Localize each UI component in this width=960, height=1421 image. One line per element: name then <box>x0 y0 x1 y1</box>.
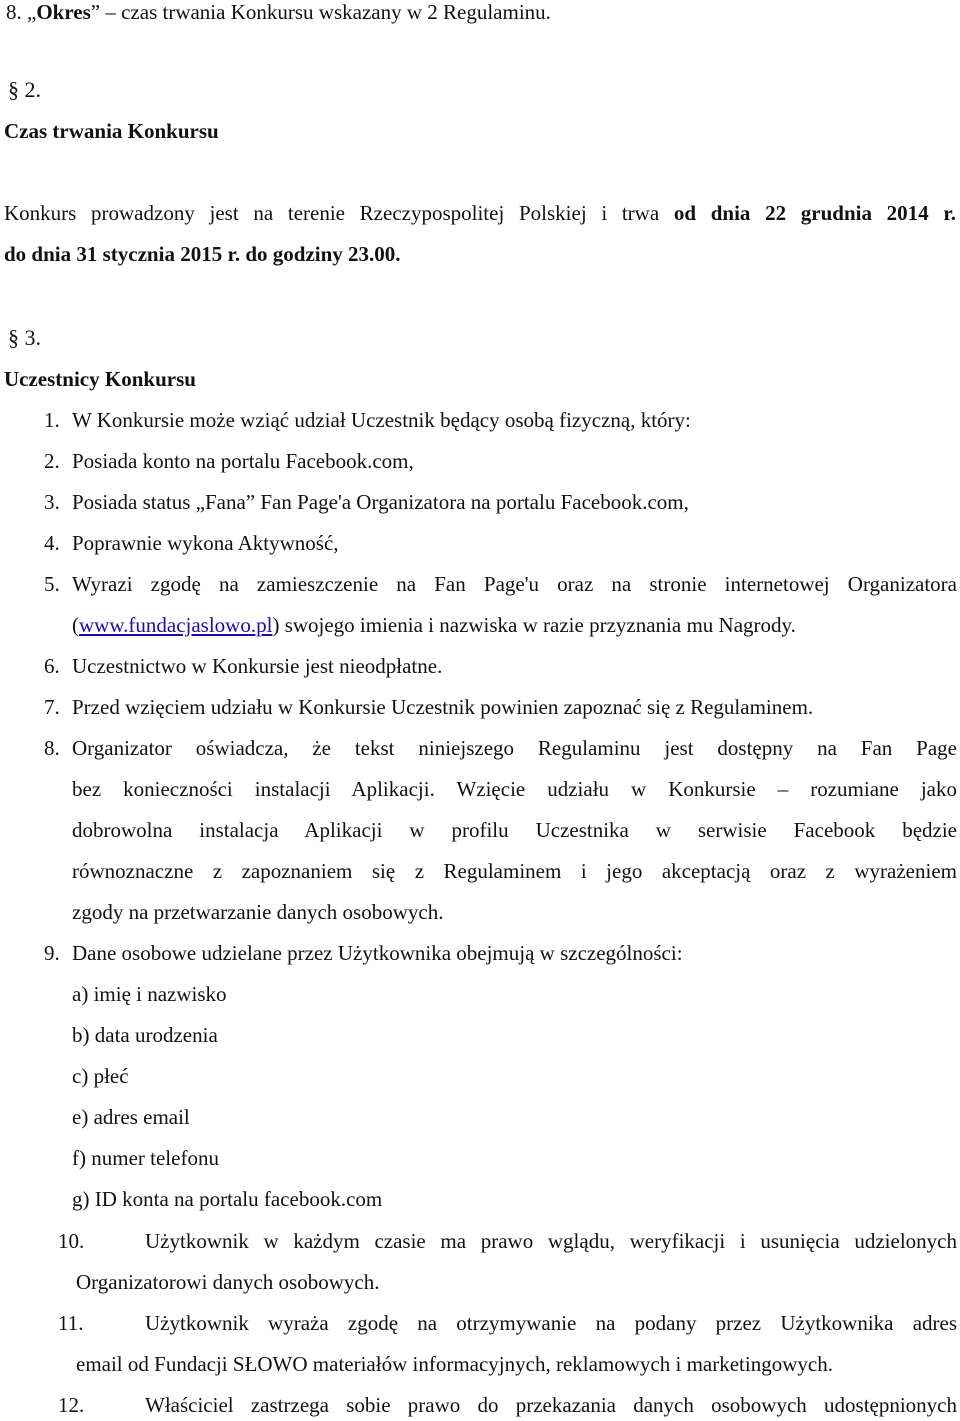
list-item-text: Użytkownik w każdym czasie ma prawo wglądu, weryfikacji i usunięcia udzielonych <box>145 1229 957 1253</box>
section-number: 3. <box>24 325 41 350</box>
list-item-text: Wyrazi zgodę na zamieszczenie na Fan Page'u oraz na stronie internetowej Organizatora <box>72 572 957 596</box>
list-item-number: 6. <box>44 654 60 678</box>
quote-open: „ <box>27 0 37 24</box>
paragraph-sign: § <box>8 77 19 102</box>
list-item-text: Posiada status „Fana” Fan Page'a Organizatora na portalu Facebook.com, <box>72 490 689 514</box>
list-item-number: 1. <box>44 408 60 432</box>
list-item-text: Użytkownik wyraża zgodę na otrzymywanie na podany przez Użytkownika adres <box>145 1311 957 1335</box>
list-item-text: email od Fundacji SŁOWO materiałów informacyjnych, reklamowych i marketingowych. <box>76 1352 833 1376</box>
list-item-number: 7. <box>44 695 60 719</box>
sub-item: g) ID konta na portalu facebook.com <box>72 1187 383 1211</box>
definition-text: ” – czas trwania Konkursu wskazany w 2 Regulaminu. <box>90 0 551 24</box>
sub-item: a) imię i nazwisko <box>72 982 227 1006</box>
section-2-heading-number <box>8 77 41 103</box>
list-item-text: bez konieczności instalacji Aplikacji. Wzięcie udziału w Konkursie – rozumiane jako <box>72 777 957 801</box>
list-item-number: 8. <box>44 736 60 760</box>
list-item-text: Dane osobowe udzielane przez Użytkownika obejmują w szczególności: <box>72 941 683 965</box>
list-item-number: 11. <box>58 1311 84 1335</box>
sub-item: f) numer telefonu <box>72 1146 219 1170</box>
list-item-text: Organizatorowi danych osobowych. <box>76 1270 380 1294</box>
list-item-number: 12. <box>58 1393 85 1417</box>
section-2-title: Czas trwania Konkursu <box>4 119 219 143</box>
list-item-text-cont <box>72 612 796 638</box>
section-3-heading-number <box>8 325 41 351</box>
definition-number: 8. <box>6 0 22 24</box>
paren-open: ( <box>72 613 79 637</box>
list-item-text: Poprawnie wykona Aktywność, <box>72 531 339 555</box>
paragraph-sign: § <box>8 325 19 350</box>
section-3-title: Uczestnicy Konkursu <box>4 367 196 391</box>
list-item-text: równoznaczne z zapoznaniem się z Regulaminem i jego akceptacją oraz z wyrażeniem <box>72 859 957 883</box>
fundacja-website-link[interactable]: www.fundacjaslowo.pl <box>79 613 273 637</box>
definition-item-8 <box>6 0 551 25</box>
section-2-text-a: Konkurs prowadzony jest na terenie Rzeczypospolitej Polskiej i trwa <box>4 201 674 225</box>
list-item-number: 4. <box>44 531 60 555</box>
list-item-number: 9. <box>44 941 60 965</box>
sub-item: b) data urodzenia <box>72 1023 218 1047</box>
sub-item: c) płeć <box>72 1064 129 1088</box>
section-2-date-to: do dnia 31 stycznia 2015 r. do godziny 23.00. <box>4 242 401 266</box>
list-item-text-rest: swojego imienia i nazwiska w razie przyznania mu Nagrody. <box>279 613 796 637</box>
list-item-number: 10. <box>58 1229 85 1253</box>
list-item-text: W Konkursie może wziąć udział Uczestnik będący osobą fizyczną, który: <box>72 408 691 432</box>
list-item-text: Właściciel zastrzega sobie prawo do przekazania danych osobowych udostępnionych <box>145 1393 957 1417</box>
list-item-number: 2. <box>44 449 60 473</box>
list-item-text: Przed wzięciem udziału w Konkursie Uczestnik powinien zapoznać się z Regulaminem. <box>72 695 814 719</box>
paren-close: ) <box>272 613 280 637</box>
section-2-date-from: od dnia 22 grudnia 2014 r. <box>673 201 956 225</box>
list-item-text: Posiada konto na portalu Facebook.com, <box>72 449 414 473</box>
list-item-number: 5. <box>44 572 60 596</box>
list-item-text: Organizator oświadcza, że tekst niniejszego Regulaminu jest dostępny na Fan Page <box>72 736 957 760</box>
list-item-text: dobrowolna instalacja Aplikacji w profilu Uczestnika w serwisie Facebook będzie <box>72 818 957 842</box>
list-item-number: 3. <box>44 490 60 514</box>
list-item-text: zgody na przetwarzanie danych osobowych. <box>72 900 444 924</box>
sub-item: e) adres email <box>72 1105 190 1129</box>
section-number: 2. <box>24 77 41 102</box>
list-item-text: Uczestnictwo w Konkursie jest nieodpłatne. <box>72 654 443 678</box>
section-2-text-line-1 <box>4 200 956 226</box>
defined-term: Okres <box>36 0 91 24</box>
